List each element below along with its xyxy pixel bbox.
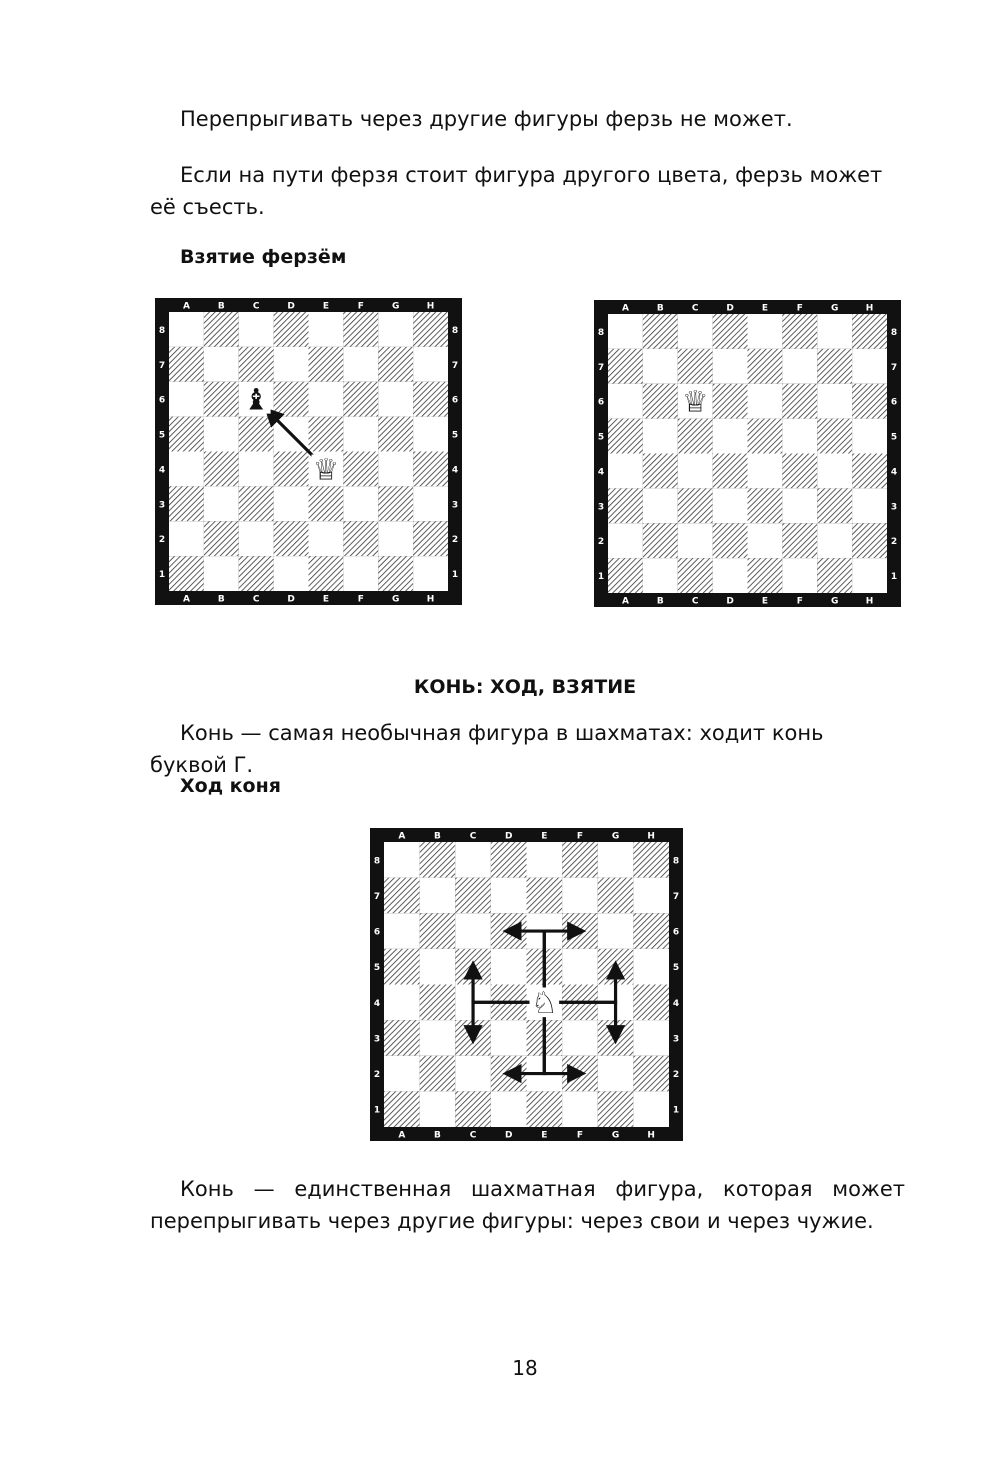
board-square <box>562 878 598 914</box>
board-square <box>384 1056 420 1092</box>
file-label: D <box>726 303 734 314</box>
file-label: B <box>434 1130 441 1141</box>
board-square <box>455 842 491 878</box>
board-square-hatch <box>169 556 204 591</box>
board-square-hatch <box>343 452 378 487</box>
file-label: D <box>504 1130 513 1141</box>
rank-label: 4 <box>597 467 605 478</box>
board-square-hatch <box>309 556 344 591</box>
white-queen-icon: ♕ <box>312 451 340 487</box>
board-square <box>562 1020 598 1056</box>
heading-knight-section: КОНЬ: ХОД, ВЗЯТИЕ <box>413 676 637 698</box>
rank-label: 5 <box>890 432 898 443</box>
rank-label: 5 <box>451 430 459 441</box>
file-label: A <box>398 831 406 842</box>
rank-label: 4 <box>158 465 166 476</box>
file-label: G <box>830 303 839 314</box>
board-square-hatch <box>817 419 852 454</box>
paragraph-queen-capture: Если на пути ферзя стоит фигура другого цвета, ферзь может её съесть. <box>150 163 883 219</box>
board-square <box>420 1091 456 1127</box>
board-square <box>748 384 783 419</box>
board-queen-capture-before <box>155 298 462 605</box>
rank-label: 8 <box>597 327 605 338</box>
file-label: E <box>541 1130 548 1141</box>
board-square-hatch <box>420 913 456 949</box>
board-square-hatch <box>378 556 413 591</box>
file-label: E <box>761 303 769 314</box>
board-square-hatch <box>678 419 713 454</box>
file-label: B <box>217 301 225 312</box>
board-square <box>455 1056 491 1092</box>
board-square <box>527 842 563 878</box>
board-square <box>491 878 527 914</box>
board-square <box>455 913 491 949</box>
board-square <box>678 314 713 349</box>
board-square <box>169 312 204 347</box>
rank-label: 2 <box>373 1070 381 1081</box>
board-square-hatch <box>608 488 643 523</box>
board-square-hatch <box>852 523 887 558</box>
board-square-hatch <box>852 314 887 349</box>
board-square <box>491 1020 527 1056</box>
board-square-hatch <box>633 985 669 1021</box>
board-square <box>204 556 239 591</box>
paragraph-knight-intro: Конь — самая необычная фигура в шахматах: ходит конь буквой Г. <box>150 721 824 777</box>
board-square-hatch <box>169 417 204 452</box>
board-square <box>239 521 274 556</box>
board-square-hatch <box>343 382 378 417</box>
board-square <box>643 349 678 384</box>
board-square-hatch <box>169 347 204 382</box>
board-square <box>169 521 204 556</box>
board-square-hatch <box>169 486 204 521</box>
board-square <box>309 382 344 417</box>
board-square <box>413 347 448 382</box>
board-square-hatch <box>643 454 678 489</box>
board-square-hatch <box>413 312 448 347</box>
board-square <box>413 556 448 591</box>
file-label: F <box>357 594 364 605</box>
file-label: F <box>357 301 364 312</box>
board-square <box>420 878 456 914</box>
board-square-hatch <box>643 523 678 558</box>
file-label: C <box>691 303 699 314</box>
file-label: E <box>322 301 330 312</box>
rank-label: 7 <box>890 362 898 373</box>
board-square <box>678 523 713 558</box>
board-square <box>633 1020 669 1056</box>
rank-label: 7 <box>373 891 381 902</box>
board-square <box>204 417 239 452</box>
board-square <box>598 1056 634 1092</box>
file-label: B <box>217 594 225 605</box>
rank-label: 4 <box>672 998 680 1009</box>
file-label: H <box>426 594 435 605</box>
board-square <box>852 488 887 523</box>
board-square <box>491 949 527 985</box>
file-label: E <box>761 596 769 607</box>
board-square-hatch <box>491 842 527 878</box>
paragraph-knight-jump: Конь — единственная шахматная фигура, которая может перепрыгивать через другие фигуры: через свои и через чужие. <box>150 1177 905 1233</box>
board-square-hatch <box>748 488 783 523</box>
file-label: E <box>322 594 330 605</box>
board-square <box>378 382 413 417</box>
board-square-hatch <box>527 1091 563 1127</box>
board-square <box>852 558 887 593</box>
rank-label: 3 <box>672 1034 680 1045</box>
board-square-hatch <box>378 486 413 521</box>
board-square <box>817 454 852 489</box>
board-square <box>169 452 204 487</box>
rank-label: 4 <box>451 465 459 476</box>
board-square-hatch <box>817 488 852 523</box>
board-square-hatch <box>384 1091 420 1127</box>
board-square <box>748 454 783 489</box>
board-square <box>239 312 274 347</box>
file-label: H <box>865 596 874 607</box>
board-knight-move <box>370 828 683 1141</box>
board-square <box>817 384 852 419</box>
board-square <box>420 1020 456 1056</box>
board-square <box>633 949 669 985</box>
rank-label: 8 <box>158 325 166 336</box>
board-square-hatch <box>413 521 448 556</box>
rank-label: 7 <box>158 360 166 371</box>
file-label: D <box>287 594 295 605</box>
board-square <box>343 347 378 382</box>
board-square-hatch <box>274 521 309 556</box>
rank-label: 5 <box>597 432 605 443</box>
board-square-hatch <box>678 349 713 384</box>
file-label: B <box>656 303 664 314</box>
board-square <box>782 488 817 523</box>
board-square-hatch <box>608 349 643 384</box>
file-label: A <box>621 596 629 607</box>
file-label: C <box>469 1130 477 1141</box>
rank-label: 3 <box>597 502 605 513</box>
board-square-hatch <box>713 523 748 558</box>
board-square-hatch <box>239 486 274 521</box>
rank-label: 2 <box>158 535 166 546</box>
board-square <box>633 1091 669 1127</box>
board-square <box>562 949 598 985</box>
board-square <box>643 419 678 454</box>
file-label: D <box>287 301 295 312</box>
heading-queen-capture: Взятие ферзём <box>180 246 347 268</box>
rank-label: 7 <box>597 362 605 373</box>
board-square-hatch <box>274 312 309 347</box>
board-square-hatch <box>309 486 344 521</box>
board-square-hatch <box>420 985 456 1021</box>
board-square-hatch <box>782 314 817 349</box>
file-label: C <box>691 596 699 607</box>
board-square-hatch <box>239 347 274 382</box>
board-square <box>852 419 887 454</box>
file-label: B <box>656 596 664 607</box>
file-label: G <box>611 831 620 842</box>
board-square <box>420 949 456 985</box>
rank-label: 1 <box>597 572 605 583</box>
file-label: F <box>576 831 584 842</box>
board-square-hatch <box>817 558 852 593</box>
board-square-hatch <box>420 1056 456 1092</box>
board-square-hatch <box>598 878 634 914</box>
board-square <box>782 419 817 454</box>
white-knight-icon: ♘ <box>530 986 558 1021</box>
board-square <box>608 384 643 419</box>
file-label: G <box>391 594 400 605</box>
board-square <box>239 452 274 487</box>
board-square-hatch <box>274 382 309 417</box>
board-square <box>713 558 748 593</box>
board-square-hatch <box>562 842 598 878</box>
board-square-hatch <box>633 842 669 878</box>
board-square-hatch <box>713 384 748 419</box>
heading-knight-move: Ход коня <box>180 775 281 797</box>
rank-label: 1 <box>158 570 166 581</box>
rank-label: 8 <box>451 325 459 336</box>
board-square <box>608 314 643 349</box>
board-square <box>384 842 420 878</box>
board-square-hatch <box>643 384 678 419</box>
file-label: G <box>391 301 400 312</box>
white-queen-icon: ♕ <box>681 383 709 419</box>
board-square <box>309 312 344 347</box>
board-square <box>633 878 669 914</box>
rank-label: 3 <box>373 1034 381 1045</box>
board-square <box>598 842 634 878</box>
board-square-hatch <box>678 488 713 523</box>
board-square <box>378 312 413 347</box>
file-label: G <box>830 596 839 607</box>
board-square <box>608 454 643 489</box>
board-square <box>817 523 852 558</box>
rank-label: 3 <box>451 500 459 511</box>
board-square <box>384 985 420 1021</box>
board-square-hatch <box>678 558 713 593</box>
board-square <box>713 488 748 523</box>
board-square-hatch <box>608 558 643 593</box>
rank-label: 8 <box>373 856 381 867</box>
file-label: A <box>621 303 629 314</box>
board-square-hatch <box>343 521 378 556</box>
board-square-hatch <box>204 312 239 347</box>
rank-label: 8 <box>672 856 680 867</box>
file-label: A <box>398 1130 406 1141</box>
board-square <box>608 523 643 558</box>
board-square-hatch <box>204 452 239 487</box>
rank-label: 4 <box>373 998 381 1009</box>
rank-label: 6 <box>672 927 680 938</box>
board-square-hatch <box>852 454 887 489</box>
board-square-hatch <box>713 454 748 489</box>
board-square <box>343 417 378 452</box>
file-label: B <box>434 831 441 842</box>
board-square-hatch <box>204 382 239 417</box>
board-square-hatch <box>413 452 448 487</box>
rank-label: 1 <box>451 570 459 581</box>
board-square <box>782 349 817 384</box>
board-square <box>713 419 748 454</box>
rank-label: 5 <box>158 430 166 441</box>
rank-label: 6 <box>158 395 166 406</box>
board-square <box>343 556 378 591</box>
board-square-hatch <box>378 417 413 452</box>
board-square-hatch <box>239 556 274 591</box>
file-label: D <box>726 596 734 607</box>
rank-label: 1 <box>373 1105 381 1116</box>
board-square <box>713 349 748 384</box>
rank-label: 2 <box>890 537 898 548</box>
board-square <box>817 314 852 349</box>
board-square-hatch <box>608 419 643 454</box>
board-square-hatch <box>817 349 852 384</box>
board-square-hatch <box>748 419 783 454</box>
board-square-hatch <box>748 558 783 593</box>
board-square-hatch <box>204 521 239 556</box>
board-square-hatch <box>782 454 817 489</box>
board-square-hatch <box>274 452 309 487</box>
rank-label: 4 <box>890 467 898 478</box>
board-square-hatch <box>748 349 783 384</box>
board-square <box>413 486 448 521</box>
board-square <box>598 913 634 949</box>
rank-label: 5 <box>373 963 381 974</box>
rank-label: 2 <box>672 1070 680 1081</box>
rank-label: 1 <box>890 572 898 583</box>
file-label: H <box>426 301 435 312</box>
board-square-hatch <box>633 1056 669 1092</box>
board-square <box>169 382 204 417</box>
board-square-hatch <box>713 314 748 349</box>
file-label: F <box>796 303 803 314</box>
file-label: A <box>182 594 190 605</box>
board-square-hatch <box>643 314 678 349</box>
rank-label: 6 <box>597 397 605 408</box>
file-label: F <box>796 596 803 607</box>
board-square <box>204 347 239 382</box>
board-square-hatch <box>420 842 456 878</box>
board-square <box>643 488 678 523</box>
rank-label: 2 <box>597 537 605 548</box>
board-square-hatch <box>598 1091 634 1127</box>
board-square-hatch <box>384 949 420 985</box>
board-square <box>413 417 448 452</box>
rank-label: 7 <box>672 891 680 902</box>
file-label: C <box>469 831 477 842</box>
file-label: F <box>576 1130 584 1141</box>
board-square <box>343 486 378 521</box>
board-square <box>309 521 344 556</box>
file-label: H <box>647 1130 655 1141</box>
board-square-hatch <box>413 382 448 417</box>
board-square-hatch <box>782 523 817 558</box>
board-square <box>204 486 239 521</box>
file-label: A <box>182 301 190 312</box>
board-square <box>274 486 309 521</box>
board-square <box>274 347 309 382</box>
board-square <box>748 523 783 558</box>
file-label: H <box>865 303 874 314</box>
rank-label: 1 <box>672 1105 680 1116</box>
board-square <box>852 349 887 384</box>
paragraph-queen-no-jump: Перепрыгивать через другие фигуры ферзь не может. <box>180 107 793 131</box>
file-label: H <box>647 831 655 842</box>
board-square-hatch <box>378 347 413 382</box>
board-square-hatch <box>633 913 669 949</box>
board-square-hatch <box>527 878 563 914</box>
board-square <box>274 556 309 591</box>
board-square-hatch <box>239 417 274 452</box>
board-square-hatch <box>455 1091 491 1127</box>
board-queen-capture-after <box>594 300 901 607</box>
file-label: C <box>252 301 260 312</box>
board-square <box>678 454 713 489</box>
board-square <box>643 558 678 593</box>
rank-label: 6 <box>451 395 459 406</box>
board-square-hatch <box>343 312 378 347</box>
rank-label: 6 <box>890 397 898 408</box>
board-square <box>378 452 413 487</box>
board-square-hatch <box>384 878 420 914</box>
board-square-hatch <box>309 417 344 452</box>
board-square <box>748 314 783 349</box>
file-label: C <box>252 594 260 605</box>
board-square-hatch <box>309 347 344 382</box>
black-bishop-icon: ♝ <box>242 381 270 417</box>
rank-label: 6 <box>373 927 381 938</box>
board-square-hatch <box>455 878 491 914</box>
rank-label: 5 <box>672 963 680 974</box>
board-square-hatch <box>852 384 887 419</box>
file-label: G <box>611 1130 620 1141</box>
file-label: D <box>504 831 513 842</box>
page-number: 18 <box>512 1356 538 1380</box>
board-square <box>491 1091 527 1127</box>
file-label: E <box>541 831 548 842</box>
board-square <box>378 521 413 556</box>
board-square-hatch <box>782 384 817 419</box>
rank-label: 8 <box>890 327 898 338</box>
rank-label: 3 <box>158 500 166 511</box>
board-square <box>782 558 817 593</box>
rank-label: 7 <box>451 360 459 371</box>
rank-label: 3 <box>890 502 898 513</box>
rank-label: 2 <box>451 535 459 546</box>
board-square <box>562 1091 598 1127</box>
board-square <box>384 913 420 949</box>
board-square-hatch <box>384 1020 420 1056</box>
